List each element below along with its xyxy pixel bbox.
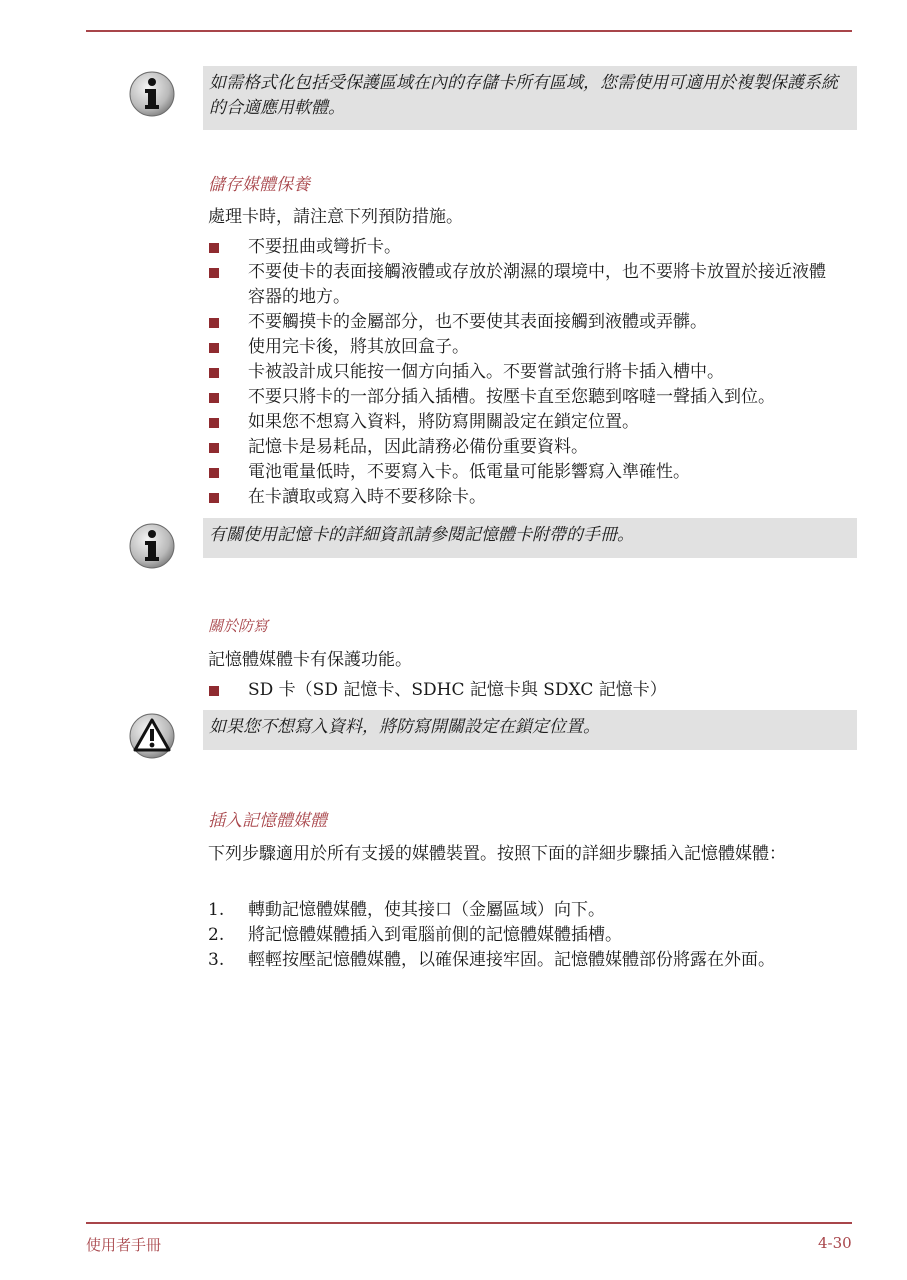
care-intro: 處理卡時，請注意下列預防措施。 (208, 207, 463, 227)
note-format: 如需格式化包括受保護區域在內的存儲卡所有區域，您需使用可適用於複製保護系統的合適應用軟體。 (203, 66, 857, 130)
footer-rule (86, 1222, 852, 1224)
step-text: 將記憶體媒體插入到電腦前側的記憶體媒體插槽。 (248, 925, 622, 945)
protect-list (208, 678, 848, 703)
list-item: 不要觸摸卡的金屬部分，也不要使其表面接觸到液體或弄髒。 (208, 310, 848, 335)
step-number: 3. (208, 950, 225, 970)
list-item (208, 898, 848, 923)
warning-icon (128, 712, 176, 760)
list-item: 不要使卡的表面接觸液體或存放於潮濕的環境中，也不要將卡放置於接近液體容器的地方。 (208, 260, 848, 310)
list-item (208, 923, 848, 948)
list-item: 如果您不想寫入資料，將防寫開關設定在鎖定位置。 (208, 410, 848, 435)
list-item: SD 卡（SD 記憶卡、SDHC 記憶卡與 SDXC 記憶卡） (208, 678, 848, 703)
list-item: 卡被設計成只能按一個方向插入。不要嘗試強行將卡插入槽中。 (208, 360, 848, 385)
warning-write-protect: 如果您不想寫入資料，將防寫開關設定在鎖定位置。 (203, 710, 857, 750)
page-number: 4-30 (818, 1234, 852, 1252)
step-number: 2. (208, 925, 225, 945)
list-item: 在卡讀取或寫入時不要移除卡。 (208, 485, 848, 510)
list-item: 記憶卡是易耗品，因此請務必備份重要資料。 (208, 435, 848, 460)
info-icon (128, 522, 176, 570)
section-heading-insert: 插入記憶體媒體 (208, 811, 327, 831)
step-text: 輕輕按壓記憶體媒體，以確保連接牢固。記憶體媒體部份將露在外面。 (248, 950, 775, 970)
step-number: 1. (208, 900, 225, 920)
list-item: 不要只將卡的一部分插入插槽。按壓卡直至您聽到喀噠一聲插入到位。 (208, 385, 848, 410)
insert-intro: 下列步驟適用於所有支援的媒體裝置。按照下面的詳細步驟插入記憶體媒體： (208, 844, 786, 864)
list-item: 使用完卡後，將其放回盒子。 (208, 335, 848, 360)
header-rule (86, 30, 852, 32)
step-text: 轉動記憶體媒體，使其接口（金屬區域）向下。 (248, 900, 605, 920)
section-heading-protect: 關於防寫 (208, 617, 269, 635)
protect-intro: 記憶體媒體卡有保護功能。 (208, 650, 412, 670)
section-heading-care: 儲存媒體保養 (208, 175, 310, 195)
list-item: 電池電量低時，不要寫入卡。低電量可能影響寫入準確性。 (208, 460, 848, 485)
footer-manual-title: 使用者手冊 (86, 1236, 162, 1254)
insert-steps (208, 898, 848, 973)
info-icon (128, 70, 176, 118)
list-item: 不要扭曲或彎折卡。 (208, 235, 848, 260)
list-item (208, 948, 848, 973)
note-manual: 有關使用記憶卡的詳細資訊請參閱記憶體卡附帶的手冊。 (203, 518, 857, 558)
care-list (208, 235, 848, 510)
